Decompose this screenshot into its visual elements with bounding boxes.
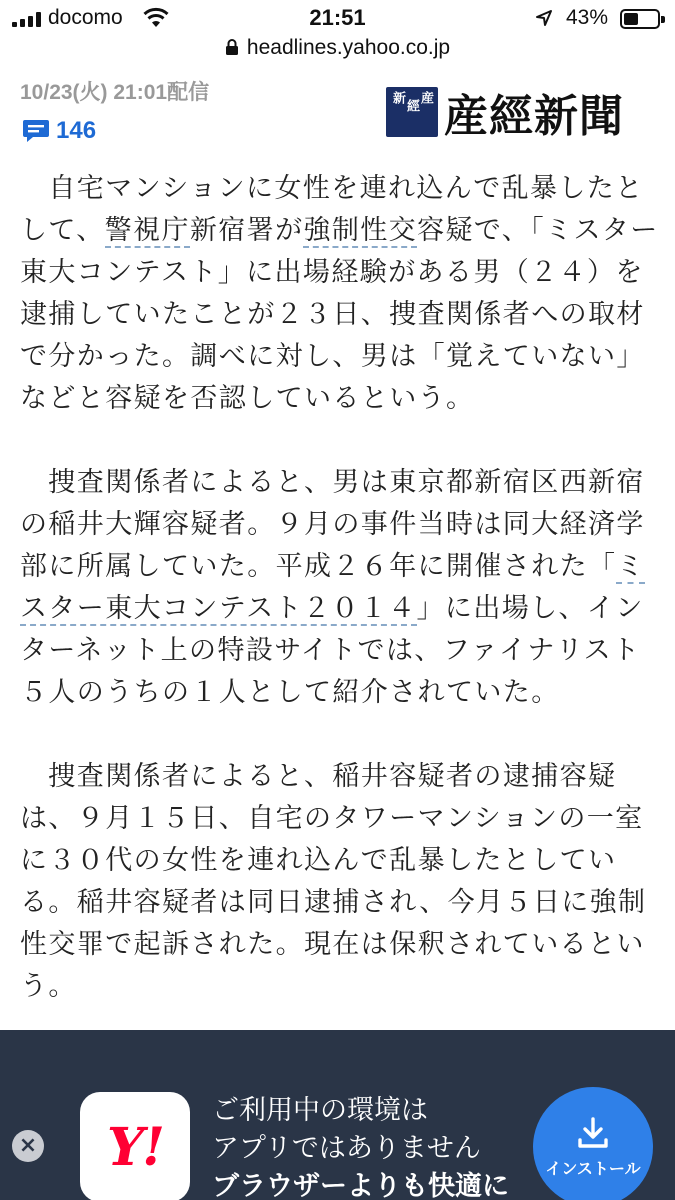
download-icon (576, 1116, 610, 1150)
banner-line-3: ブラウザーよりも快適に (212, 1171, 509, 1200)
yahoo-app-icon (80, 1092, 190, 1200)
article-paragraph (20, 756, 660, 1008)
install-button[interactable] (533, 1087, 653, 1200)
location-arrow-icon (534, 8, 554, 28)
keyword-link[interactable]: ミスター東大コンテスト２０１４ (20, 551, 645, 624)
paragraph-text: 」に出場し、インターネット上の特設サイトでは、ファイナリスト５人のうちの１人として紹介されていた。 (20, 593, 644, 708)
keyword-link[interactable]: 警視庁 (104, 215, 190, 246)
app-install-banner (0, 1030, 675, 1200)
sankei-logo-text: 産經新聞 (444, 91, 624, 142)
banner-line-1: ご利用中の環境は (212, 1095, 428, 1126)
status-bar (0, 0, 675, 36)
sankei-shimbun-logo (386, 87, 624, 142)
banner-message (212, 1092, 509, 1200)
keyword-link[interactable]: 強制性交 (303, 215, 418, 246)
lock-icon (225, 38, 239, 56)
sankei-seal-icon: 産 經 新 (386, 87, 438, 137)
article-paragraph (20, 462, 660, 714)
paragraph-text: 捜査関係者によると、稲井容疑者の逮捕容疑は、９月１５日、自宅のタワーマンションの一室に３０代の女性を連れ込んで乱暴したとしている。稲井容疑者は同日逮捕され、今月５日に強制性交罪で起訴された。現在は保釈されているという。 (20, 761, 647, 1002)
url-bar[interactable] (0, 36, 675, 66)
article-body (20, 168, 660, 1050)
carrier-name: docomo (48, 6, 123, 29)
battery-icon (620, 9, 660, 29)
paragraph-text: 捜査関係者によると、男は東京都新宿区西新宿の稲井大輝容疑者。９月の事件当時は同大経済学部に所属していた。平成２６年に開催された「 (20, 467, 645, 582)
banner-line-2: アプリではありません (212, 1133, 481, 1164)
install-button-label: インストール (545, 1158, 641, 1178)
comment-bubble-icon (22, 118, 50, 144)
paragraph-text: 容疑で、「ミスター東大コンテスト」に出場経験がある男（２４）を逮捕していたことが２３日、捜査関係者への取材で分かった。調べに対し、男は「覚えていない」などと容疑を否認しているという。 (20, 215, 659, 414)
comments-link[interactable] (22, 116, 96, 146)
url-text: headlines.yahoo.co.jp (246, 36, 451, 59)
article-dateline: 10/23(火) 21:01配信 (20, 81, 210, 104)
paragraph-text: 自宅マンションに女性を連れ込んで乱暴したとして、 (20, 173, 644, 246)
paragraph-text: 新宿署が (189, 215, 304, 246)
battery-percent: 43% (566, 6, 609, 29)
article-paragraph (20, 168, 660, 420)
close-icon[interactable]: × (12, 1130, 44, 1162)
yahoo-logo-text: Y! (107, 1116, 163, 1178)
clock: 21:51 (309, 5, 366, 30)
comment-count: 146 (56, 117, 97, 144)
